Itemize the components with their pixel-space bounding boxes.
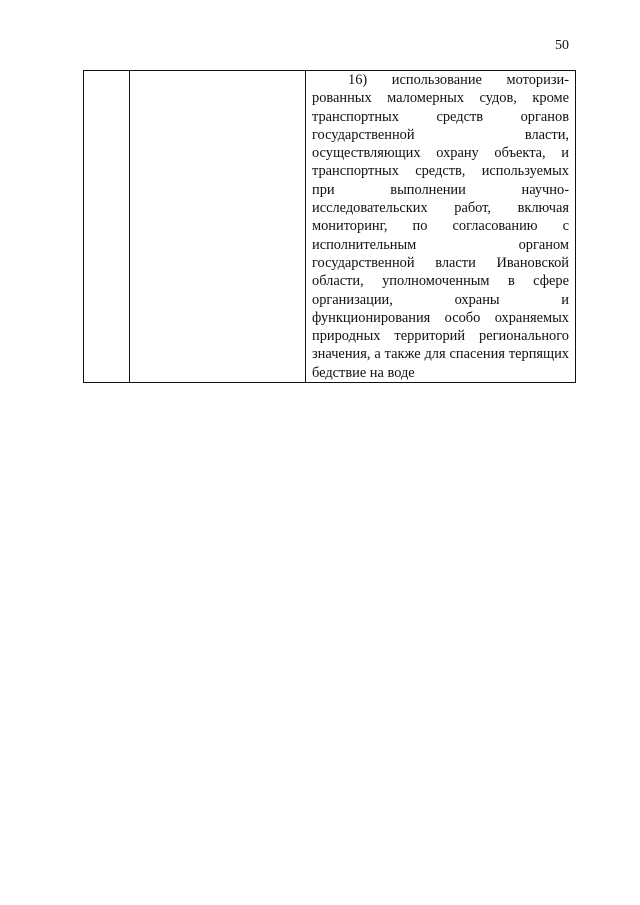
- table-cell-number: [84, 71, 130, 383]
- regulation-table: [83, 70, 576, 383]
- table-row: [84, 71, 576, 383]
- table-cell-regime: [306, 71, 576, 383]
- page-number: 50: [555, 38, 569, 53]
- table-cell-zone: [130, 71, 306, 383]
- cell-text: 16) использование моторизи-рованных маломерных судов, кроме транспортных средств органов государственной власти, осуществляющих охрану объекта, и транспортных средств, используемых при выполнении научно-исследовательских работ, включая мониторинг, по согласованию с исполнительным органом государственной власти Ивановской области, уполномоченным в сфере организации, охраны и функционирования особо охраняемых природных территорий регионального значения, а также для спасения терпящих бедствие на воде: [312, 72, 569, 381]
